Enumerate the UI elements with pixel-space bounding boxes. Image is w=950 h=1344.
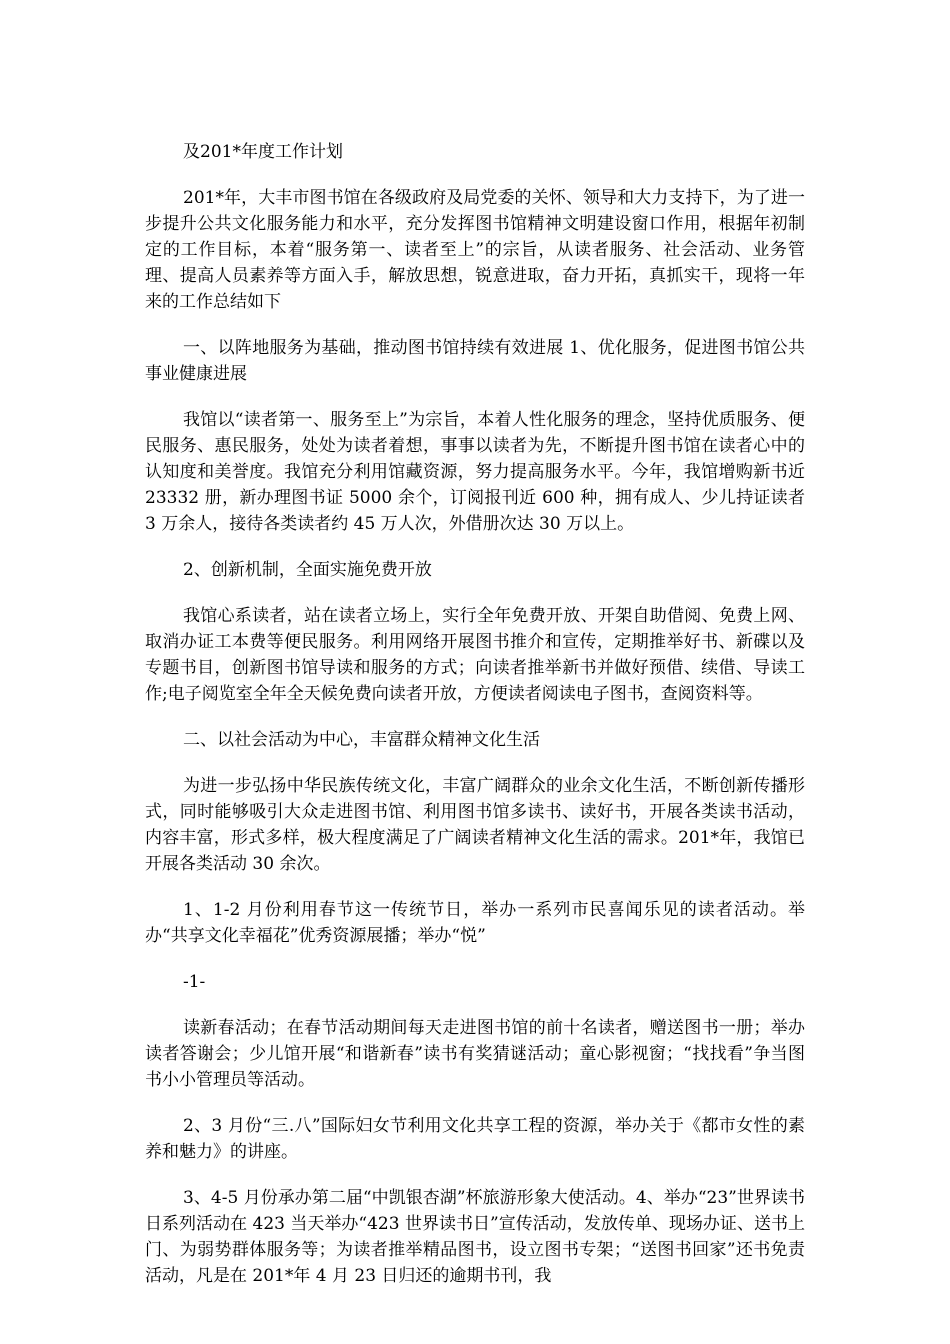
- body-paragraph: 2、3 月份“三.八”国际妇女节利用文化共享工程的资源，举办关于《都市女性的素养和魅力》的讲座。: [145, 1116, 805, 1162]
- subsection-heading: 2、创新机制，全面实施免费开放: [183, 560, 432, 580]
- document-body: [145, 139, 805, 1309]
- body-paragraph: 为进一步弘扬中华民族传统文化，丰富广阔群众的业余文化生活，不断创新传播形式，同时能够吸引大众走进图书馆、利用图书馆多读书、读好书，开展各类读书活动，内容丰富，形式多样，极大程度满足了广阔读者精神文化生活的需求。201*年，我馆已开展各类活动 30 余次。: [145, 776, 805, 874]
- body-paragraph: 3、4-5 月份承办第二届“中凯银杏湖”杯旅游形象大使活动。4、举办“23”世界读书日系列活动在 423 当天举办“423 世界读书日”宣传活动，发放传单、现场办证、送书上门、为弱势群体服务等；为读者推举精品图书，设立图书专架；“送图书回家”还书免责活动，凡是在 201*年 4 月 23 日归还的逾期书刊，我: [145, 1188, 805, 1286]
- body-paragraph: 我馆心系读者，站在读者立场上，实行全年免费开放、开架自助借阅、免费上网、取消办证工本费等便民服务。利用网络开展图书推介和宣传，定期推举好书、新碟以及专题书目，创新图书馆导读和服务的方式；向读者推举新书并做好预借、续借、导读工作;电子阅览室全年全天候免费向读者开放，方便读者阅读电子图书，查阅资料等。: [145, 606, 805, 704]
- body-paragraph: 1、1-2 月份利用春节这一传统节日，举办一系列市民喜闻乐见的读者活动。举办“共享文化幸福花”优秀资源展播；举办“悦”: [145, 900, 805, 946]
- section-heading: 二、以社会活动为中心，丰富群众精神文化生活: [183, 730, 540, 750]
- page-number: -1-: [183, 972, 206, 992]
- body-paragraph: 读新春活动；在春节活动期间每天走进图书馆的前十名读者，赠送图书一册；举办读者答谢会；少儿馆开展“和谐新春”读书有奖猜谜活动；童心影视窗；“找找看”争当图书小小管理员等活动。: [145, 1018, 805, 1090]
- section-heading: 一、以阵地服务为基础，推动图书馆持续有效进展 1、优化服务，促进图书馆公共事业健康进展: [145, 338, 805, 384]
- body-paragraph: 我馆以“读者第一、服务至上”为宗旨，本着人性化服务的理念，坚持优质服务、便民服务、惠民服务，处处为读者着想，事事以读者为先，不断提升图书馆在读者心中的认知度和美誉度。我馆充分利用馆藏资源，努力提高服务水平。今年，我馆增购新书近 23332 册，新办理图书证 5000 余个，订阅报刊近 600 种，拥有成人、少儿持证读者 3 万余人，接待各类读者约 45 万人次，外借册次达 30 万以上。: [145, 410, 805, 534]
- intro-paragraph: 201*年，大丰市图书馆在各级政府及局党委的关怀、领导和大力支持下，为了进一步提升公共文化服务能力和水平，充分发挥图书馆精神文明建设窗口作用，根据年初制定的工作目标，本着“服务第一、读者至上”的宗旨，从读者服务、社会活动、业务管理、提高人员素养等方面入手，解放思想，锐意进取，奋力开拓，真抓实干，现将一年来的工作总结如下: [145, 188, 805, 312]
- section-heading: 及201*年度工作计划: [183, 142, 343, 162]
